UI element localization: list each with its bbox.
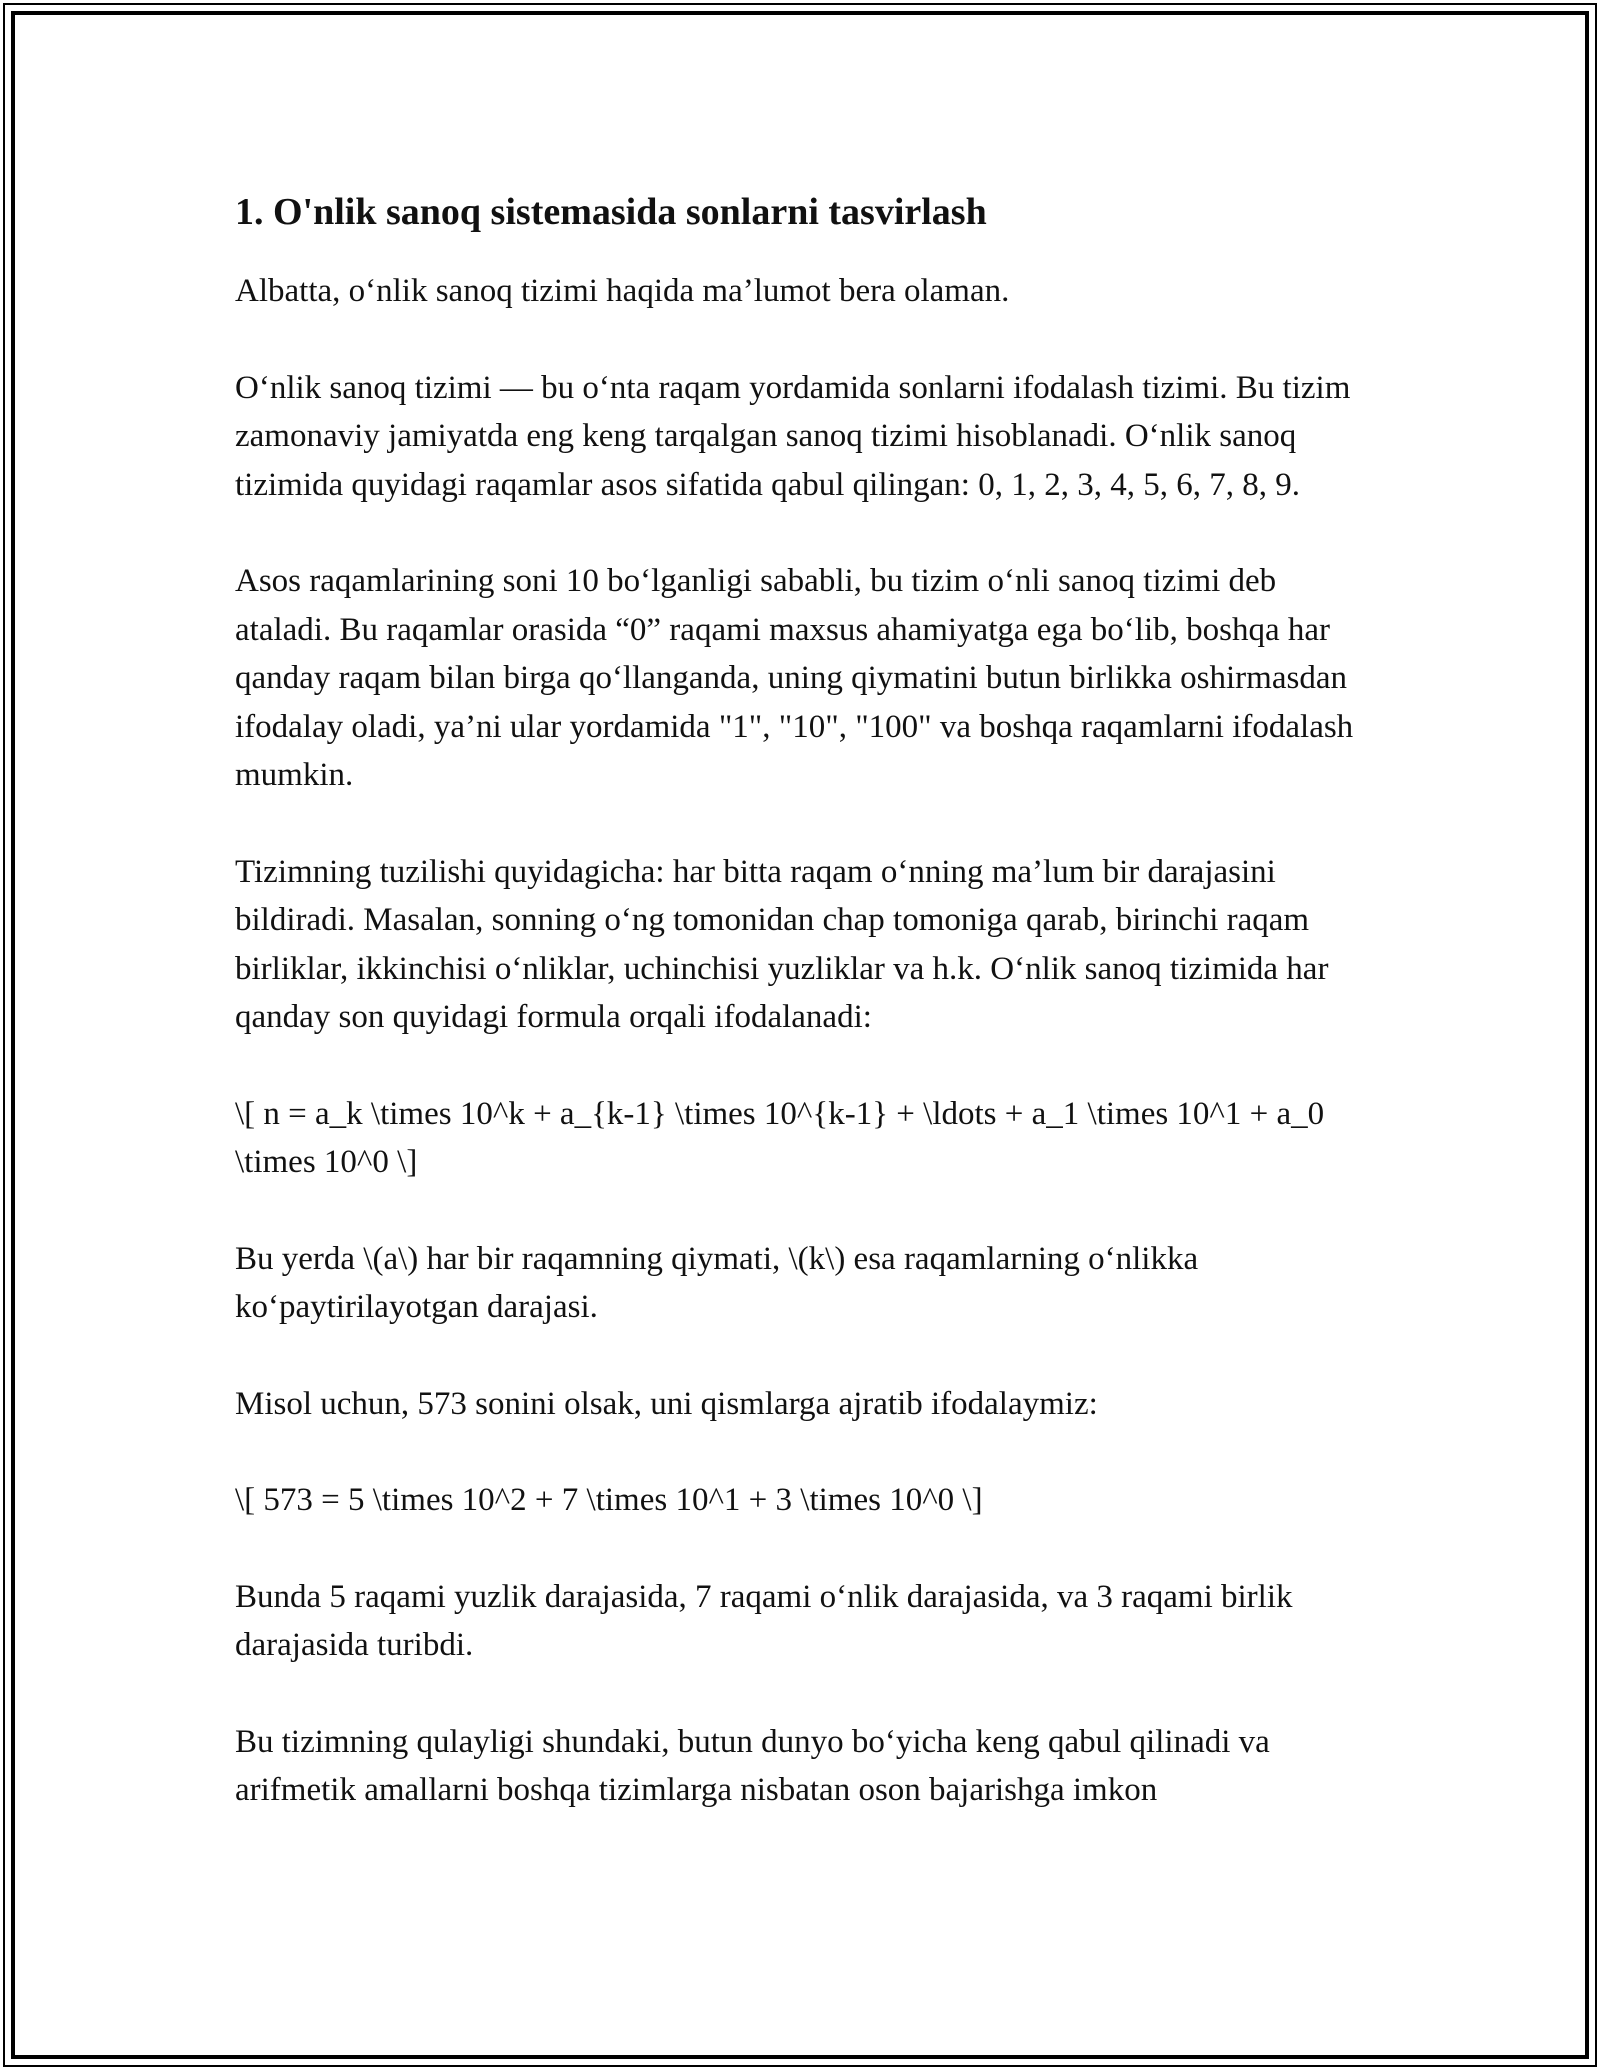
- formula-example: \[ 573 = 5 \times 10^2 + 7 \times 10^1 + 3 \times 10^0 \]: [235, 1482, 983, 1518]
- formula-general: \[ n = a_k \times 10^k + a_{k-1} \times 10^{k-1} + \ldots + a_1 \times 10^1 + a_0 \times 10^0 \]: [235, 1095, 1325, 1180]
- paragraph-definition: O‘nlik sanoq tizimi — bu o‘nta raqam yordamida sonlarni ifodalash tizimi. Bu tizim zamonaviy jamiyatda eng keng tarqalgan sanoq tizimi hisoblanadi. O‘nlik sanoq tizimida quyidagi raqamlar asos sifatida qabul qilingan: 0, 1, 2, 3, 4, 5, 6, 7, 8, 9.: [235, 369, 1351, 503]
- document-body: [235, 187, 1375, 1863]
- section-heading: 1. O'nlik sanoq sistemasida sonlarni tasvirlash: [235, 191, 987, 233]
- paragraph-example-explanation: Bunda 5 raqami yuzlik darajasida, 7 raqami o‘nlik darajasida, va 3 raqami birlik darajasida turibdi.: [235, 1578, 1293, 1663]
- paragraph-example-intro: Misol uchun, 573 sonini olsak, uni qismlarga ajratib ifodalaymiz:: [235, 1385, 1098, 1422]
- paragraph-intro: Albatta, o‘nlik sanoq tizimi haqida ma’lumot bera olaman.: [235, 273, 1010, 309]
- paragraph-base-digits: Asos raqamlarining soni 10 bo‘lganligi sababli, bu tizim o‘nli sanoq tizimi deb ataladi. Bu raqamlar orasida “0” raqami maxsus ahamiyatga ega bo‘lib, boshqa har qanday raqam bilan birga qo‘llanganda, uning qiymatini butun birlikka oshirmasdan ifodalay oladi, ya’ni ular yordamida "1", "10", "100" va boshqa raqamlarni ifodalash mumkin.: [235, 563, 1354, 793]
- paragraph-formula-explanation: Bu yerda \(a\) har bir raqamning qiymati, \(k\) esa raqamlarning o‘nlikka ko‘paytirilayotgan darajasi.: [235, 1240, 1199, 1325]
- paragraph-structure: Tizimning tuzilishi quyidagicha: har bitta raqam o‘nning ma’lum bir darajasini bildiradi. Masalan, sonning o‘ng tomonidan chap tomoniga qarab, birinchi raqam birliklar, ikkinchisi o‘nliklar, uchinchisi yuzliklar va h.k. O‘nlik sanoq tizimida har qanday son quyidagi formula orqali ifodalanadi:: [235, 853, 1329, 1035]
- paragraph-conclusion: Bu tizimning qulayligi shundaki, butun dunyo bo‘yicha keng qabul qilinadi va arifmetik amallarni boshqa tizimlarga nisbatan oson bajarishga imkon: [235, 1723, 1270, 1808]
